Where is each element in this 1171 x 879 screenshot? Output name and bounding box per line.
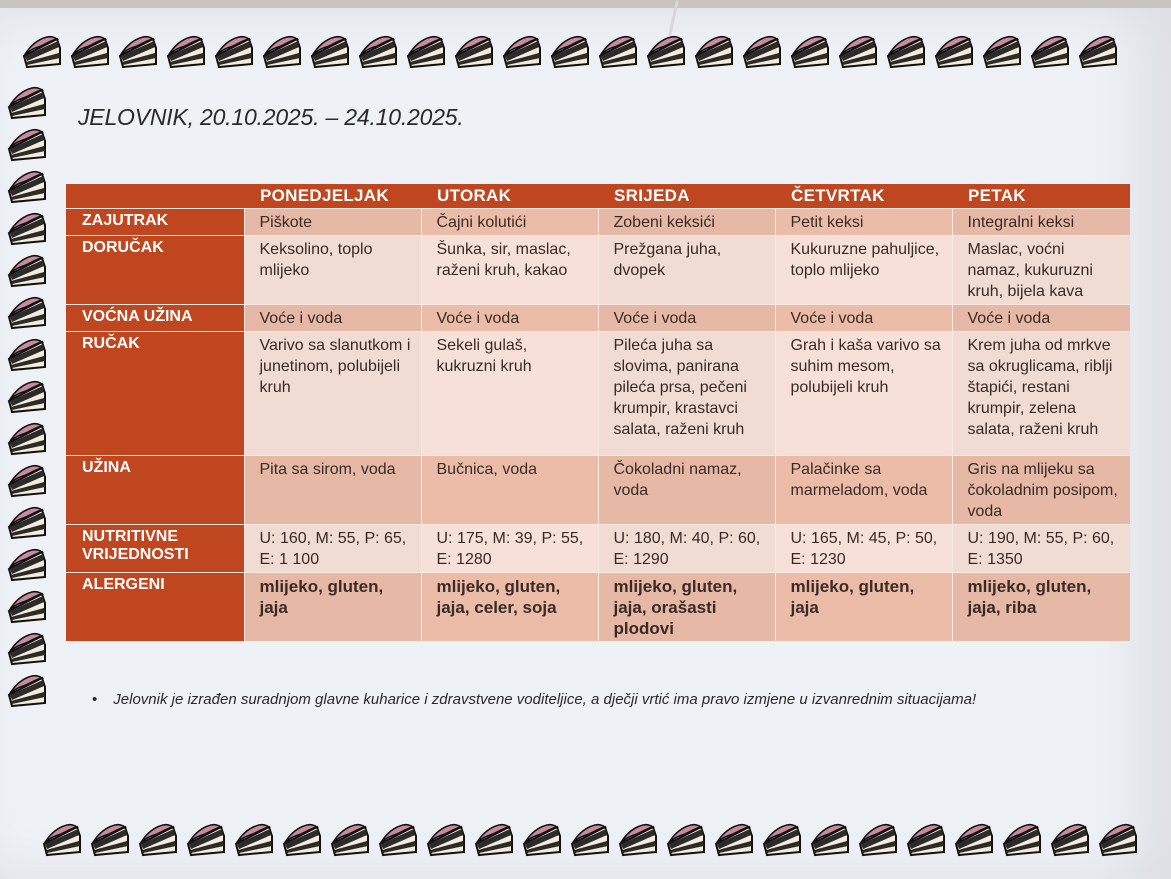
table-row — [66, 209, 1130, 236]
cake-slice-icon — [905, 822, 947, 858]
table-row — [66, 305, 1130, 332]
cake-slice-icon — [1077, 34, 1119, 70]
table-cell: Krem juha od mrkve sa okruglicama, riblji štapići, restani krumpir, zelena salata, raženi kruh — [952, 332, 1130, 456]
table-cell: Zobeni keksići — [598, 209, 775, 236]
row-label: ZAJUTRAK — [66, 209, 244, 236]
row-label: ALERGENI — [66, 573, 244, 642]
table-cell: Varivo sa slanutkom i junetinom, polubijeli kruh — [244, 332, 421, 456]
cake-slice-icon — [6, 421, 48, 457]
cake-slice-icon — [1049, 822, 1091, 858]
table-cell: mlijeko, gluten, jaja, riba — [952, 573, 1130, 642]
cake-slice-icon — [41, 822, 83, 858]
cake-slice-icon — [405, 34, 447, 70]
cake-slice-icon — [645, 34, 687, 70]
cake-slice-icon — [809, 822, 851, 858]
cake-slice-icon — [885, 34, 927, 70]
table-cell: Bučnica, voda — [421, 456, 598, 525]
cake-slice-icon — [6, 673, 48, 709]
cake-slice-icon — [261, 34, 303, 70]
cake-slice-icon — [6, 379, 48, 415]
cake-slice-icon — [233, 822, 275, 858]
header-day-friday: PETAK — [952, 184, 1130, 209]
table-cell: Palačinke sa marmeladom, voda — [775, 456, 952, 525]
table-cell: mlijeko, gluten, jaja — [775, 573, 952, 642]
cake-slice-icon — [6, 127, 48, 163]
cake-slice-icon — [761, 822, 803, 858]
table-cell: U: 175, M: 39, P: 55, E: 1280 — [421, 525, 598, 573]
header-day-thursday: ČETVRTAK — [775, 184, 952, 209]
footnote — [92, 688, 1082, 711]
cake-slice-icon — [357, 34, 399, 70]
cake-slice-icon — [213, 34, 255, 70]
cake-slice-icon — [137, 822, 179, 858]
table-cell: Integralni keksi — [952, 209, 1130, 236]
cake-slice-icon — [6, 547, 48, 583]
cake-slice-icon — [501, 34, 543, 70]
row-label: RUČAK — [66, 332, 244, 456]
row-label: NUTRITIVNE VRIJEDNOSTI — [66, 525, 244, 573]
table-cell: Piškote — [244, 209, 421, 236]
table-cell: Gris na mlijeku sa čokoladnim posipom, voda — [952, 456, 1130, 525]
cake-slice-icon — [6, 211, 48, 247]
table-cell: Čajni kolutići — [421, 209, 598, 236]
table-cell: Sekeli gulaš, kukruzni kruh — [421, 332, 598, 456]
table-cell: Kukuruzne pahuljice, toplo mlijeko — [775, 236, 952, 305]
table-cell: U: 190, M: 55, P: 60, E: 1350 — [952, 525, 1130, 573]
cake-slice-icon — [117, 34, 159, 70]
table-row — [66, 573, 1130, 642]
table-cell: Voće i voda — [775, 305, 952, 332]
cake-slice-icon — [837, 34, 879, 70]
cake-slice-icon — [165, 34, 207, 70]
cake-slice-icon — [789, 34, 831, 70]
cake-slice-icon — [89, 822, 131, 858]
footnote-text: Jelovnik je izrađen suradnjom glavne kuharice i zdravstvene voditeljice, a dječji vrtić ima pravo izmjene u izvanrednim situacijama! — [113, 691, 977, 708]
cake-slice-icon — [6, 253, 48, 289]
table-cell: Pileća juha sa slovima, panirana pileća prsa, pečeni krumpir, krastavci salata, raženi kruh — [598, 332, 775, 456]
cake-slice-icon — [981, 34, 1023, 70]
cake-slice-icon — [185, 822, 227, 858]
cake-slice-icon — [597, 34, 639, 70]
cake-slice-icon — [6, 169, 48, 205]
table-row — [66, 525, 1130, 573]
cake-slice-icon — [6, 505, 48, 541]
row-label: UŽINA — [66, 456, 244, 525]
table-cell: U: 160, M: 55, P: 65, E: 1 100 — [244, 525, 421, 573]
cake-slice-icon — [693, 34, 735, 70]
table-cell: U: 165, M: 45, P: 50, E: 1230 — [775, 525, 952, 573]
cake-slice-icon — [377, 822, 419, 858]
cake-border-left — [6, 82, 48, 712]
table-cell: mlijeko, gluten, jaja, celer, soja — [421, 573, 598, 642]
table-header-row — [66, 184, 1130, 209]
table-row — [66, 456, 1130, 525]
bullet-icon: • — [92, 691, 98, 708]
menu-table — [66, 184, 1130, 641]
table-row — [66, 236, 1130, 305]
cake-slice-icon — [6, 337, 48, 373]
page-title: JELOVNIK, 20.10.2025. – 24.10.2025. — [78, 104, 464, 130]
cake-slice-icon — [933, 34, 975, 70]
header-day-wednesday: SRIJEDA — [598, 184, 775, 209]
header-corner — [66, 184, 244, 209]
table-cell: U: 180, M: 40, P: 60, E: 1290 — [598, 525, 775, 573]
table-cell: Voće i voda — [244, 305, 421, 332]
table-cell: Šunka, sir, maslac, raženi kruh, kakao — [421, 236, 598, 305]
cake-slice-icon — [6, 631, 48, 667]
table-cell: Voće i voda — [598, 305, 775, 332]
table-cell: Petit keksi — [775, 209, 952, 236]
cake-slice-icon — [857, 822, 899, 858]
cake-slice-icon — [665, 822, 707, 858]
cake-slice-icon — [21, 34, 63, 70]
cake-slice-icon — [6, 295, 48, 331]
table-cell: Maslac, voćni namaz, kukuruzni kruh, bijela kava — [952, 236, 1130, 305]
cake-slice-icon — [713, 822, 755, 858]
cake-slice-icon — [1097, 822, 1139, 858]
cake-slice-icon — [617, 822, 659, 858]
cake-slice-icon — [741, 34, 783, 70]
header-day-tuesday: UTORAK — [421, 184, 598, 209]
row-label: DORUČAK — [66, 236, 244, 305]
cake-slice-icon — [6, 589, 48, 625]
table-cell: Grah i kaša varivo sa suhim mesom, polubijeli kruh — [775, 332, 952, 456]
table-cell: Voće i voda — [421, 305, 598, 332]
cake-slice-icon — [473, 822, 515, 858]
table-cell: mlijeko, gluten, jaja — [244, 573, 421, 642]
table-row — [66, 332, 1130, 456]
cake-border-top — [18, 34, 1122, 70]
table-cell: Pita sa sirom, voda — [244, 456, 421, 525]
cake-slice-icon — [569, 822, 611, 858]
cake-slice-icon — [453, 34, 495, 70]
cake-slice-icon — [329, 822, 371, 858]
cake-slice-icon — [6, 463, 48, 499]
table-cell: Čokoladni namaz, voda — [598, 456, 775, 525]
row-label: VOĆNA UŽINA — [66, 305, 244, 332]
cake-slice-icon — [309, 34, 351, 70]
cake-slice-icon — [6, 85, 48, 121]
table-cell: mlijeko, gluten, jaja, orašasti plodovi — [598, 573, 775, 642]
header-day-monday: PONEDJELJAK — [244, 184, 421, 209]
cake-border-bottom — [38, 822, 1142, 858]
table-cell: Voće i voda — [952, 305, 1130, 332]
cake-slice-icon — [953, 822, 995, 858]
table-cell: Keksolino, toplo mlijeko — [244, 236, 421, 305]
cake-slice-icon — [425, 822, 467, 858]
cake-slice-icon — [1029, 34, 1071, 70]
cake-slice-icon — [1001, 822, 1043, 858]
cake-slice-icon — [281, 822, 323, 858]
cake-slice-icon — [521, 822, 563, 858]
cake-slice-icon — [549, 34, 591, 70]
cake-slice-icon — [69, 34, 111, 70]
table-cell: Prežgana juha, dvopek — [598, 236, 775, 305]
